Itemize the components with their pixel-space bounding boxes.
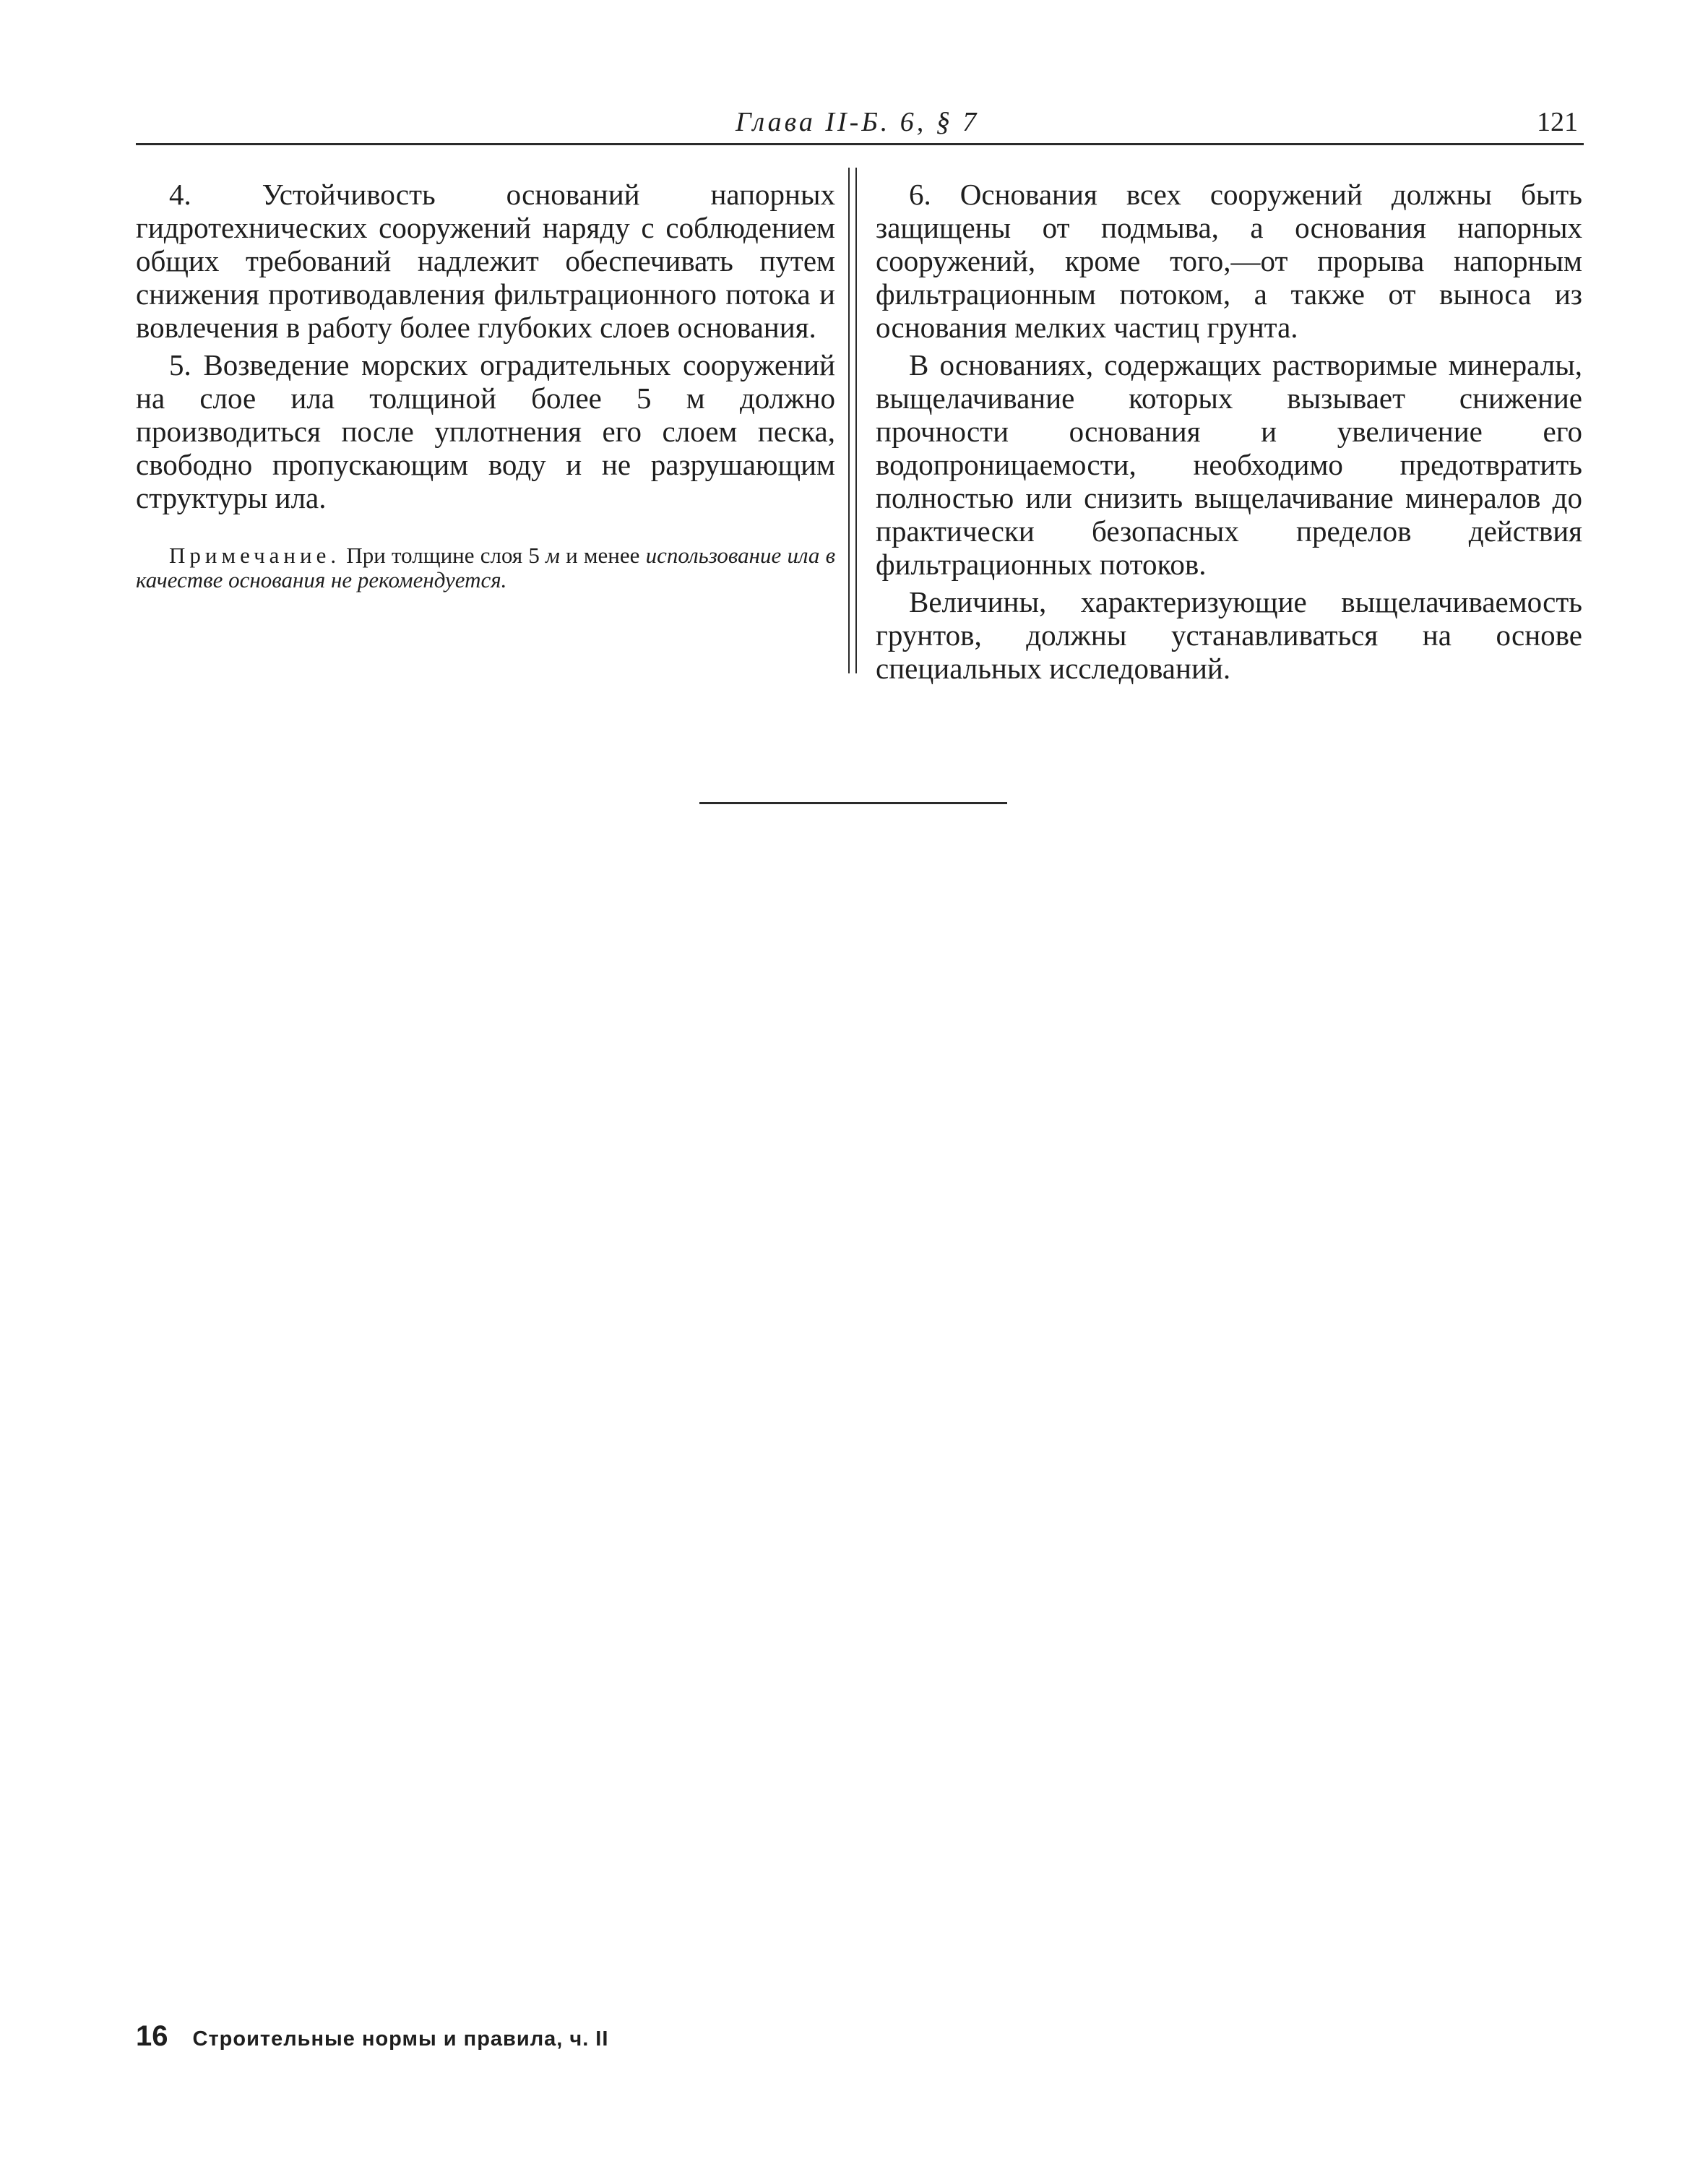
paragraph-5: 5. Возведение морских оградительных сооружений на слое ила толщиной более 5 м должно производиться после уплотнения его слоем песка, свободно пропускающим воду и не разрушающим структуры ила. [136, 348, 835, 514]
note-text-2: и менее [566, 543, 640, 568]
right-column [876, 178, 1582, 685]
signature-number: 16 [136, 2020, 168, 2052]
section-end-rule [699, 802, 1007, 804]
paragraph-minerals: В основаниях, содержащих растворимые минералы, выщелачивание которых вызывает снижение прочности основания и увеличение его водопроницаемости, необходимо предотвратить полностью или снизить выщелачивание минералов до практически безопасных пределов действия фильтрационных потоков. [876, 348, 1582, 581]
left-column [136, 178, 835, 592]
column-separator [848, 168, 857, 673]
publication-title: Строительные нормы и правила, ч. II [192, 2027, 609, 2051]
paragraph-values: Величины, характеризующие выщелачиваемость грунтов, должны устанавливаться на основе специальных исследований. [876, 585, 1582, 685]
paragraph-4: 4. Устойчивость оснований напорных гидротехнических сооружений наряду с соблюдением общих требований надлежит обеспечивать путем снижения противодавления фильтрационного потока и вовлечения в работу более глубоких слоев основания. [136, 178, 835, 344]
page-number: 121 [1537, 107, 1578, 137]
footnote [136, 543, 835, 592]
page-footer [136, 2020, 608, 2059]
note-label: Примечание. [169, 543, 341, 568]
header-rule [136, 143, 1584, 145]
running-header [136, 105, 1584, 142]
paragraph-6: 6. Основания всех сооружений должны быть защищены от подмыва, а основания напорных сооружений, кроме того,—от прорыва напорным фильтрационным потоком, а также от выноса из основания мелких частиц грунта. [876, 178, 1582, 344]
note-unit: м [545, 543, 560, 568]
note-text-1: При толщине слоя 5 [346, 543, 540, 568]
note-italic-text: использование ила в качестве основания не рекомендуется. [136, 543, 836, 592]
chapter-heading: Глава II-Б. 6, § 7 [736, 107, 980, 137]
